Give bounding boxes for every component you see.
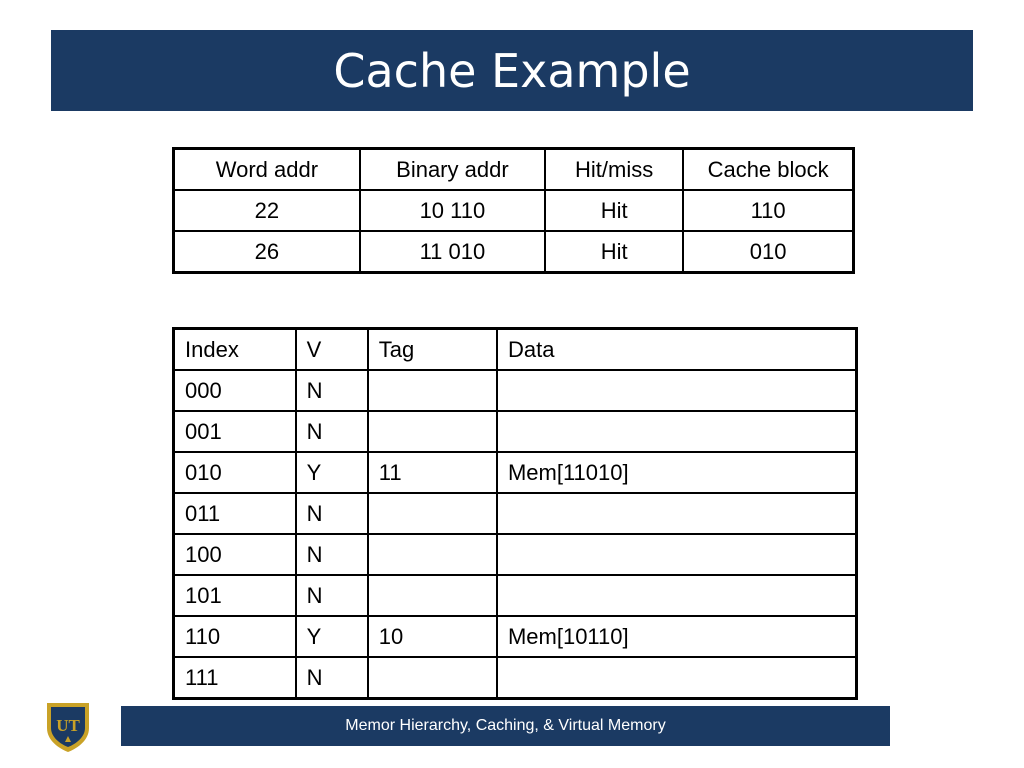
cell-tag (368, 575, 497, 616)
header-index: Index (174, 329, 296, 371)
access-table-header-row (174, 149, 854, 191)
cell-data: Mem[11010] (497, 452, 857, 493)
cell-data (497, 370, 857, 411)
ut-shield-icon (44, 700, 92, 754)
cell-data (497, 534, 857, 575)
table-row (174, 411, 857, 452)
cell-tag (368, 657, 497, 699)
title-bar (51, 30, 973, 111)
cell-valid: N (296, 657, 368, 699)
cell-word-addr: 22 (174, 190, 360, 231)
svg-text:UT: UT (56, 716, 80, 735)
cell-index: 110 (174, 616, 296, 657)
cache-table (172, 327, 858, 700)
cell-data (497, 657, 857, 699)
cell-index: 111 (174, 657, 296, 699)
cell-valid: Y (296, 452, 368, 493)
footer-text: Memor Hierarchy, Caching, & Virtual Memory (345, 717, 666, 734)
cell-tag: 10 (368, 616, 497, 657)
header-tag: Tag (368, 329, 497, 371)
cell-tag (368, 534, 497, 575)
access-table (172, 147, 855, 274)
table-row (174, 616, 857, 657)
cell-valid: Y (296, 616, 368, 657)
cell-index: 100 (174, 534, 296, 575)
cell-hit-miss: Hit (545, 231, 683, 273)
cell-cache-block: 010 (683, 231, 853, 273)
cell-binary-addr: 11 010 (360, 231, 545, 273)
slide-title: Cache Example (333, 43, 691, 98)
table-row (174, 231, 854, 273)
cell-tag (368, 493, 497, 534)
cell-index: 011 (174, 493, 296, 534)
table-row (174, 370, 857, 411)
footer-bar (121, 706, 890, 746)
cell-index: 010 (174, 452, 296, 493)
cell-valid: N (296, 411, 368, 452)
cell-data (497, 493, 857, 534)
header-hit-miss: Hit/miss (545, 149, 683, 191)
cell-tag (368, 370, 497, 411)
header-word-addr: Word addr (174, 149, 360, 191)
header-binary-addr: Binary addr (360, 149, 545, 191)
cell-data: Mem[10110] (497, 616, 857, 657)
cell-binary-addr: 10 110 (360, 190, 545, 231)
cell-valid: N (296, 575, 368, 616)
table-row (174, 190, 854, 231)
cell-valid: N (296, 534, 368, 575)
table-row (174, 534, 857, 575)
cell-data (497, 411, 857, 452)
cell-hit-miss: Hit (545, 190, 683, 231)
header-valid: V (296, 329, 368, 371)
cell-word-addr: 26 (174, 231, 360, 273)
cell-index: 101 (174, 575, 296, 616)
header-cache-block: Cache block (683, 149, 853, 191)
cache-table-header-row (174, 329, 857, 371)
cell-index: 000 (174, 370, 296, 411)
cell-index: 001 (174, 411, 296, 452)
table-row (174, 657, 857, 699)
table-row (174, 575, 857, 616)
cell-cache-block: 110 (683, 190, 853, 231)
cell-tag (368, 411, 497, 452)
cell-valid: N (296, 493, 368, 534)
table-row (174, 493, 857, 534)
cell-valid: N (296, 370, 368, 411)
table-row (174, 452, 857, 493)
header-data: Data (497, 329, 857, 371)
cell-data (497, 575, 857, 616)
cell-tag: 11 (368, 452, 497, 493)
